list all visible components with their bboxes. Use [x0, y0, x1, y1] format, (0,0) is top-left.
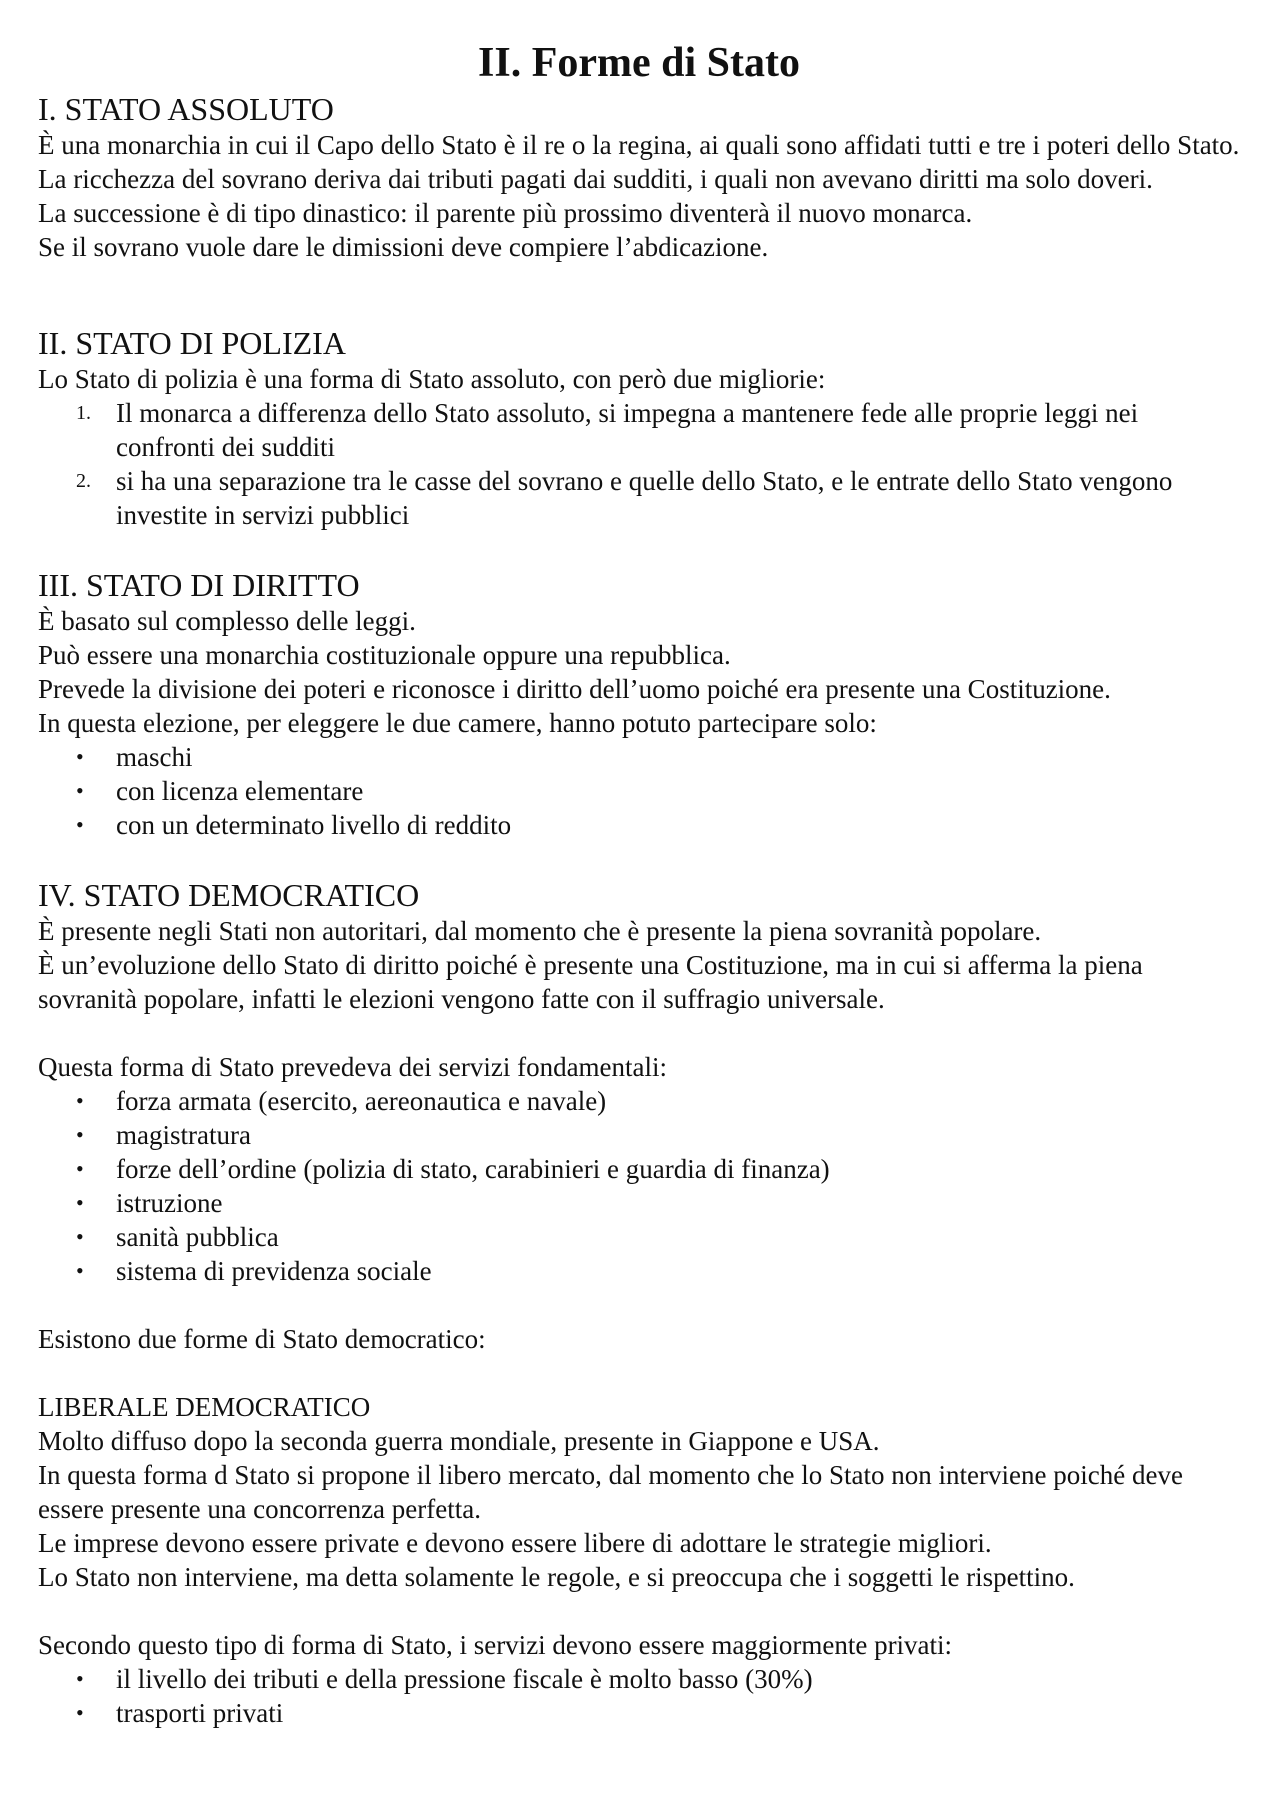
bullet-icon: •: [76, 1190, 84, 1215]
section-heading-stato-di-diritto: III. STATO DI DIRITTO: [38, 567, 360, 603]
spacer: [38, 1594, 1240, 1628]
list-item: [38, 1186, 1240, 1220]
spacer: [38, 264, 1240, 324]
list-item-text: maschi: [116, 742, 193, 772]
paragraph: In questa forma d Stato si propone il libero mercato, dal momento che lo Stato non interviene poiché deve essere presente una concorrenza perfetta.: [38, 1460, 1183, 1524]
bullet-icon: •: [76, 1122, 84, 1147]
spacer: [38, 842, 1240, 876]
bullet-icon: •: [76, 1156, 84, 1181]
paragraph: Esistono due forme di Stato democratico:: [38, 1324, 486, 1354]
list-item: [38, 740, 1240, 774]
list-item-text: sanità pubblica: [116, 1222, 279, 1252]
list-item: [38, 464, 1240, 532]
paragraph: Le imprese devono essere private e devono essere libere di adottare le strategie migliori.: [38, 1528, 992, 1558]
list-item: [38, 808, 1240, 842]
list-number: 2.: [76, 470, 91, 492]
paragraph: È basato sul complesso delle leggi.: [38, 606, 416, 636]
page-title: II. Forme di Stato: [478, 40, 800, 86]
bullet-icon: •: [76, 1224, 84, 1249]
bullet-icon: •: [76, 1258, 84, 1283]
bullet-list: [38, 1084, 1240, 1288]
list-item: [38, 1696, 1240, 1730]
list-number: 1.: [76, 402, 91, 424]
list-item: [38, 1118, 1240, 1152]
list-item: [38, 774, 1240, 808]
list-item-text: trasporti privati: [116, 1698, 284, 1728]
list-item-text: forze dell’ordine (polizia di stato, carabinieri e guardia di finanza): [116, 1154, 830, 1184]
list-item-text: sistema di previdenza sociale: [116, 1256, 432, 1286]
bullet-icon: •: [76, 812, 84, 837]
list-item-text: forza armata (esercito, aereonautica e navale): [116, 1086, 607, 1116]
ordered-list: [38, 396, 1240, 532]
paragraph: Questa forma di Stato prevedeva dei servizi fondamentali:: [38, 1052, 668, 1082]
paragraph: La ricchezza del sovrano deriva dai tributi pagati dai sudditi, i quali non avevano diritti ma solo doveri.: [38, 164, 1153, 194]
section-heading-stato-di-polizia: II. STATO DI POLIZIA: [38, 325, 346, 361]
bullet-icon: •: [76, 1666, 84, 1691]
spacer: [38, 1016, 1240, 1050]
section-heading-stato-democratico: IV. STATO DEMOCRATICO: [38, 877, 420, 913]
section-heading-stato-assoluto: I. STATO ASSOLUTO: [38, 91, 334, 127]
list-item: [38, 1152, 1240, 1186]
paragraph: Lo Stato non interviene, ma detta solamente le regole, e si preoccupa che i soggetti le rispettino.: [38, 1562, 1075, 1592]
list-item: [38, 1254, 1240, 1288]
bullet-icon: •: [76, 1088, 84, 1113]
bullet-icon: •: [76, 1700, 84, 1725]
list-item-text: il livello dei tributi e della pressione fiscale è molto basso (30%): [116, 1664, 813, 1694]
list-item-text: con licenza elementare: [116, 776, 364, 806]
bullet-icon: •: [76, 778, 84, 803]
list-item-text: Il monarca a differenza dello Stato assoluto, si impegna a mantenere fede alle proprie leggi nei confronti dei sudditi: [116, 398, 1139, 462]
list-item-text: magistratura: [116, 1120, 251, 1150]
bullet-list: [38, 740, 1240, 842]
spacer: [38, 532, 1240, 566]
paragraph: Molto diffuso dopo la seconda guerra mondiale, presente in Giappone e USA.: [38, 1426, 880, 1456]
paragraph: È un’evoluzione dello Stato di diritto poiché è presente una Costituzione, ma in cui si afferma la piena sovranità popolare, infatti le elezioni vengono fatte con il suffragio universale.: [38, 950, 1143, 1014]
list-item-text: istruzione: [116, 1188, 223, 1218]
list-item: [38, 1662, 1240, 1696]
list-item: [38, 1084, 1240, 1118]
subsection-heading-liberale-democratico: LIBERALE DEMOCRATICO: [38, 1392, 371, 1422]
paragraph: Prevede la divisione dei poteri e riconosce i diritto dell’uomo poiché era presente una Costituzione.: [38, 674, 1111, 704]
paragraph: Lo Stato di polizia è una forma di Stato assoluto, con però due migliorie:: [38, 364, 826, 394]
paragraph: La successione è di tipo dinastico: il parente più prossimo diventerà il nuovo monarca.: [38, 198, 973, 228]
list-item: [38, 396, 1240, 464]
bullet-icon: •: [76, 744, 84, 769]
paragraph: Può essere una monarchia costituzionale oppure una repubblica.: [38, 640, 731, 670]
paragraph: È presente negli Stati non autoritari, dal momento che è presente la piena sovranità popolare.: [38, 916, 1042, 946]
list-item-text: con un determinato livello di reddito: [116, 810, 512, 840]
list-item-text: si ha una separazione tra le casse del sovrano e quelle dello Stato, e le entrate dello Stato vengono investite in servizi pubblici: [116, 466, 1173, 530]
paragraph: Secondo questo tipo di forma di Stato, i servizi devono essere maggiormente privati:: [38, 1630, 953, 1660]
paragraph: In questa elezione, per eleggere le due camere, hanno potuto partecipare solo:: [38, 708, 877, 738]
paragraph: È una monarchia in cui il Capo dello Stato è il re o la regina, ai quali sono affidati tutti e tre i poteri dello Stato.: [38, 130, 1240, 160]
list-item: [38, 1220, 1240, 1254]
bullet-list: [38, 1662, 1240, 1730]
spacer: [38, 1288, 1240, 1322]
paragraph: Se il sovrano vuole dare le dimissioni deve compiere l’abdicazione.: [38, 232, 769, 262]
spacer: [38, 1356, 1240, 1390]
